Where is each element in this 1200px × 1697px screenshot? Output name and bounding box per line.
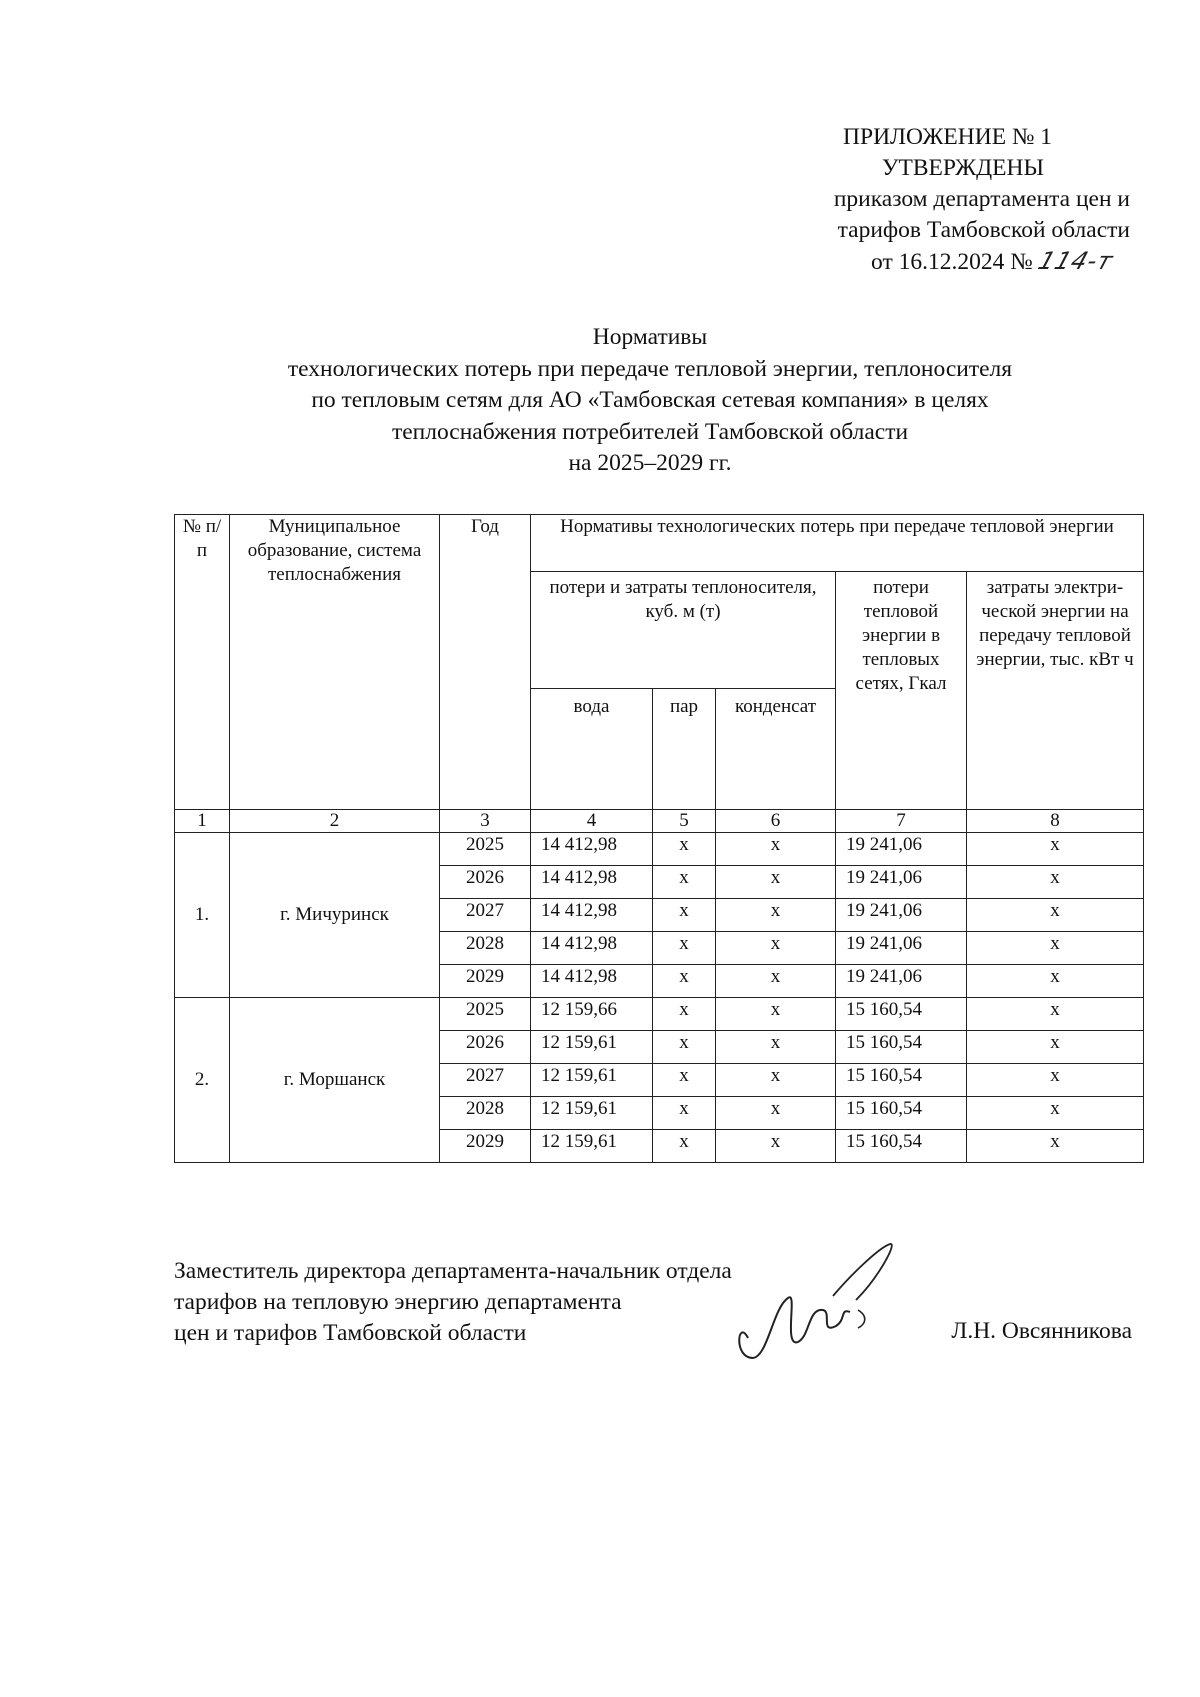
approval-line-order: приказом департамента цен и (833, 186, 1130, 212)
year-cell: 2026 (440, 866, 531, 899)
year-cell: 2029 (440, 965, 531, 998)
year-cell: 2028 (440, 932, 531, 965)
year-cell: 2027 (440, 1064, 531, 1097)
heat-loss-cell: 19 241,06 (836, 965, 967, 998)
heat-loss-cell: 15 160,54 (836, 1064, 967, 1097)
year-cell: 2025 (440, 998, 531, 1031)
header-sub-elec: затраты электри- ческой энергии на передачу тепловой энергии, тыс. кВт ч (967, 572, 1144, 810)
electricity-cell: х (967, 998, 1144, 1031)
index-cell: 2 (230, 810, 440, 833)
year-cell: 2026 (440, 1031, 531, 1064)
water-cell: 12 159,61 (531, 1031, 653, 1064)
condensate-cell: х (716, 833, 836, 866)
year-cell: 2025 (440, 833, 531, 866)
approval-block (834, 122, 1130, 278)
index-cell: 8 (967, 810, 1144, 833)
header-condensate: конденсат (716, 689, 836, 810)
header-sub-heat: потери тепловой энергии в тепловых сетях, Гкал (836, 572, 967, 810)
heat-loss-cell: 15 160,54 (836, 1031, 967, 1064)
header-group: Нормативы технологических потерь при передаче тепловой энергии (531, 515, 1144, 572)
index-cell: 5 (653, 810, 716, 833)
condensate-cell: х (716, 932, 836, 965)
heat-loss-cell: 19 241,06 (836, 899, 967, 932)
table-row (175, 998, 1144, 1031)
header-col-year: Год (440, 515, 531, 810)
water-cell: 14 412,98 (531, 965, 653, 998)
index-cell: 4 (531, 810, 653, 833)
steam-cell: х (653, 899, 716, 932)
water-cell: 12 159,61 (531, 1130, 653, 1163)
heat-loss-cell: 19 241,06 (836, 866, 967, 899)
index-cell: 7 (836, 810, 967, 833)
electricity-cell: х (967, 1130, 1144, 1163)
electricity-cell: х (967, 1064, 1144, 1097)
steam-cell: х (653, 1130, 716, 1163)
municipality-name: г. Моршанск (230, 998, 440, 1163)
heat-loss-cell: 19 241,06 (836, 833, 967, 866)
condensate-cell: х (716, 1064, 836, 1097)
water-cell: 14 412,98 (531, 866, 653, 899)
electricity-cell: х (967, 965, 1144, 998)
signer-position-line-2: тарифов на тепловую энергию департамента (174, 1289, 622, 1315)
title-line-3: по тепловым сетям для АО «Тамбовская сетевая компания» в целях (311, 387, 989, 413)
electricity-cell: х (967, 1097, 1144, 1130)
table-body (175, 833, 1144, 1163)
steam-cell: х (653, 866, 716, 899)
title-line-1: Нормативы (592, 324, 708, 350)
electricity-cell: х (967, 1031, 1144, 1064)
header-sub-carrier: потери и затраты теплоносителя, куб. м (т) (531, 572, 836, 689)
heat-loss-cell: 15 160,54 (836, 1097, 967, 1130)
electricity-cell: х (967, 833, 1144, 866)
document-title (150, 322, 1150, 480)
signer-position-line-3: цен и тарифов Тамбовской области (174, 1320, 527, 1346)
signer-position-line-1: Заместитель директора департамента-начальник отдела (174, 1258, 732, 1284)
order-number: 114-т (1034, 247, 1117, 275)
table-row (175, 833, 1144, 866)
water-cell: 12 159,61 (531, 1097, 653, 1130)
header-col-no: № п/п (175, 515, 230, 810)
steam-cell: х (653, 1031, 716, 1064)
index-cell: 3 (440, 810, 531, 833)
norms-table (174, 514, 1144, 1163)
electricity-cell: х (967, 866, 1144, 899)
heat-loss-cell: 19 241,06 (836, 932, 967, 965)
approval-date: от 16.12.2024 № (871, 249, 1033, 275)
approved-label: УТВЕРЖДЕНЫ (881, 155, 1044, 181)
water-cell: 12 159,66 (531, 998, 653, 1031)
heat-loss-cell: 15 160,54 (836, 998, 967, 1031)
header-col-municipality: Муниципальное образование, система теплоснабжения (230, 515, 440, 810)
norms-table-wrap (174, 514, 1144, 1163)
approval-line-date (834, 246, 1130, 278)
steam-cell: х (653, 1064, 716, 1097)
steam-cell: х (653, 998, 716, 1031)
electricity-cell: х (967, 932, 1144, 965)
condensate-cell: х (716, 998, 836, 1031)
steam-cell: х (653, 1097, 716, 1130)
condensate-cell: х (716, 1130, 836, 1163)
water-cell: 14 412,98 (531, 899, 653, 932)
index-cell: 6 (716, 810, 836, 833)
title-line-4: теплоснабжения потребителей Тамбовской области (391, 418, 909, 445)
title-line-5: на 2025–2029 гг. (568, 450, 732, 476)
row-number: 2. (175, 998, 230, 1163)
condensate-cell: х (716, 866, 836, 899)
water-cell: 14 412,98 (531, 932, 653, 965)
condensate-cell: х (716, 965, 836, 998)
handwritten-signature (728, 1238, 918, 1378)
signer-name: Л.Н. Овсянникова (951, 1318, 1132, 1344)
signature-block (174, 1256, 732, 1349)
row-number: 1. (175, 833, 230, 998)
electricity-cell: х (967, 899, 1144, 932)
header-water: вода (531, 689, 653, 810)
water-cell: 12 159,61 (531, 1064, 653, 1097)
municipality-name: г. Мичуринск (230, 833, 440, 998)
year-cell: 2027 (440, 899, 531, 932)
header-steam: пар (653, 689, 716, 810)
condensate-cell: х (716, 899, 836, 932)
index-cell: 1 (175, 810, 230, 833)
water-cell: 14 412,98 (531, 833, 653, 866)
steam-cell: х (653, 833, 716, 866)
header-row-1 (175, 515, 1144, 572)
year-cell: 2029 (440, 1130, 531, 1163)
steam-cell: х (653, 932, 716, 965)
annex-number: ПРИЛОЖЕНИЕ № 1 (843, 124, 1052, 150)
heat-loss-cell: 15 160,54 (836, 1130, 967, 1163)
index-row (175, 810, 1144, 833)
steam-cell: х (653, 965, 716, 998)
condensate-cell: х (716, 1097, 836, 1130)
year-cell: 2028 (440, 1097, 531, 1130)
condensate-cell: х (716, 1031, 836, 1064)
approval-line-department: тарифов Тамбовской области (837, 217, 1130, 243)
title-line-2: технологических потерь при передаче тепловой энергии, теплоносителя (287, 355, 1013, 382)
